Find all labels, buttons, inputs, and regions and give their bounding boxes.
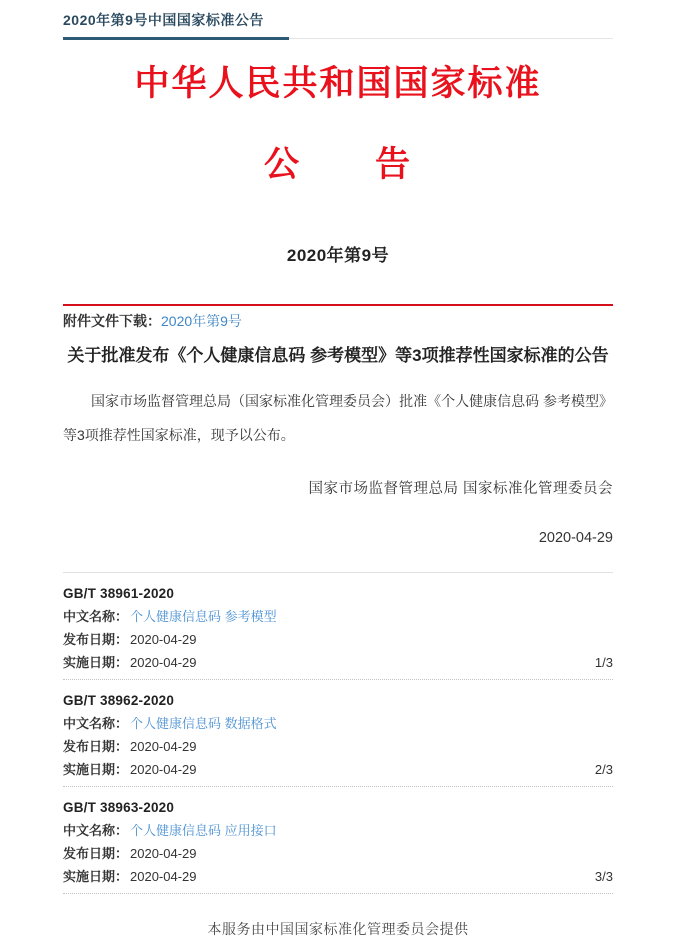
masthead [63,65,613,266]
publish-date: 2020-04-29 [130,631,197,647]
publish-label: 发布日期： [63,631,129,647]
standard-code: GB/T 38963-2020 [63,799,175,815]
implement-date: 2020-04-29 [130,761,197,777]
publish-date: 2020-04-29 [130,738,197,754]
standard-code: GB/T 38961-2020 [63,585,175,601]
page-header [63,8,613,40]
publish-date-row [63,740,613,754]
implement-date-row [63,870,613,884]
masthead-subtitle: 公 告 [263,144,412,184]
attachment-label: 附件文件下载： [63,313,161,329]
standard-name-row [63,610,613,624]
attachment-download-link[interactable]: 2020年第9号 [161,313,242,329]
publish-date-row [63,633,613,647]
notice-issuer: 国家市场监督管理总局 国家标准化管理委员会 [308,480,613,497]
standard-name-link[interactable]: 个人健康信息码 参考模型 [130,608,277,624]
page-indicator: 1/3 [594,654,613,670]
page-indicator: 2/3 [594,761,613,777]
implement-label: 实施日期： [63,868,129,884]
implement-date-row [63,656,613,670]
publish-date: 2020-04-29 [130,845,197,861]
header-underline-active [63,37,289,40]
implement-date: 2020-04-29 [130,654,197,670]
name-label: 中文名称： [63,715,129,731]
page-title: 2020年第9号中国国家标准公告 [63,12,264,28]
header-underline-track [289,38,613,39]
implement-label: 实施日期： [63,761,129,777]
standard-code-row [63,801,613,815]
header-underline [63,37,613,40]
name-label: 中文名称： [63,822,129,838]
standard-name-row [63,717,613,731]
standard-entry [63,573,613,680]
standard-code-row [63,587,613,601]
publish-date-row [63,847,613,861]
implement-date: 2020-04-29 [130,868,197,884]
red-divider [63,304,613,306]
standard-entry [63,787,613,894]
implement-date-row [63,763,613,777]
notice-title: 关于批准发布《个人健康信息码 参考模型》等3项推荐性国家标准的公告 [67,346,609,365]
issue-number: 2020年第9号 [286,246,390,265]
page-indicator: 3/3 [594,868,613,884]
attachment-row [63,311,613,331]
masthead-title: 中华人民共和国国家标准 [134,64,542,103]
standard-code: GB/T 38962-2020 [63,692,175,708]
standard-code-row [63,694,613,708]
name-label: 中文名称： [63,608,129,624]
standard-name-link[interactable]: 个人健康信息码 应用接口 [130,822,277,838]
standard-entry [63,680,613,787]
notice-body: 国家市场监督管理总局（国家标准化管理委员会）批准《个人健康信息码 参考模型》等3项推荐性国家标准，现予以公布。 [63,392,613,444]
standard-name-link[interactable]: 个人健康信息码 数据格式 [130,715,277,731]
standard-name-row [63,824,613,838]
publish-label: 发布日期： [63,845,129,861]
publish-label: 发布日期： [63,738,129,754]
implement-label: 实施日期： [63,654,129,670]
footer-text: 本服务由中国国家标准化管理委员会提供 [207,920,469,937]
notice-date: 2020-04-29 [538,529,613,546]
dotted-divider [63,893,613,894]
